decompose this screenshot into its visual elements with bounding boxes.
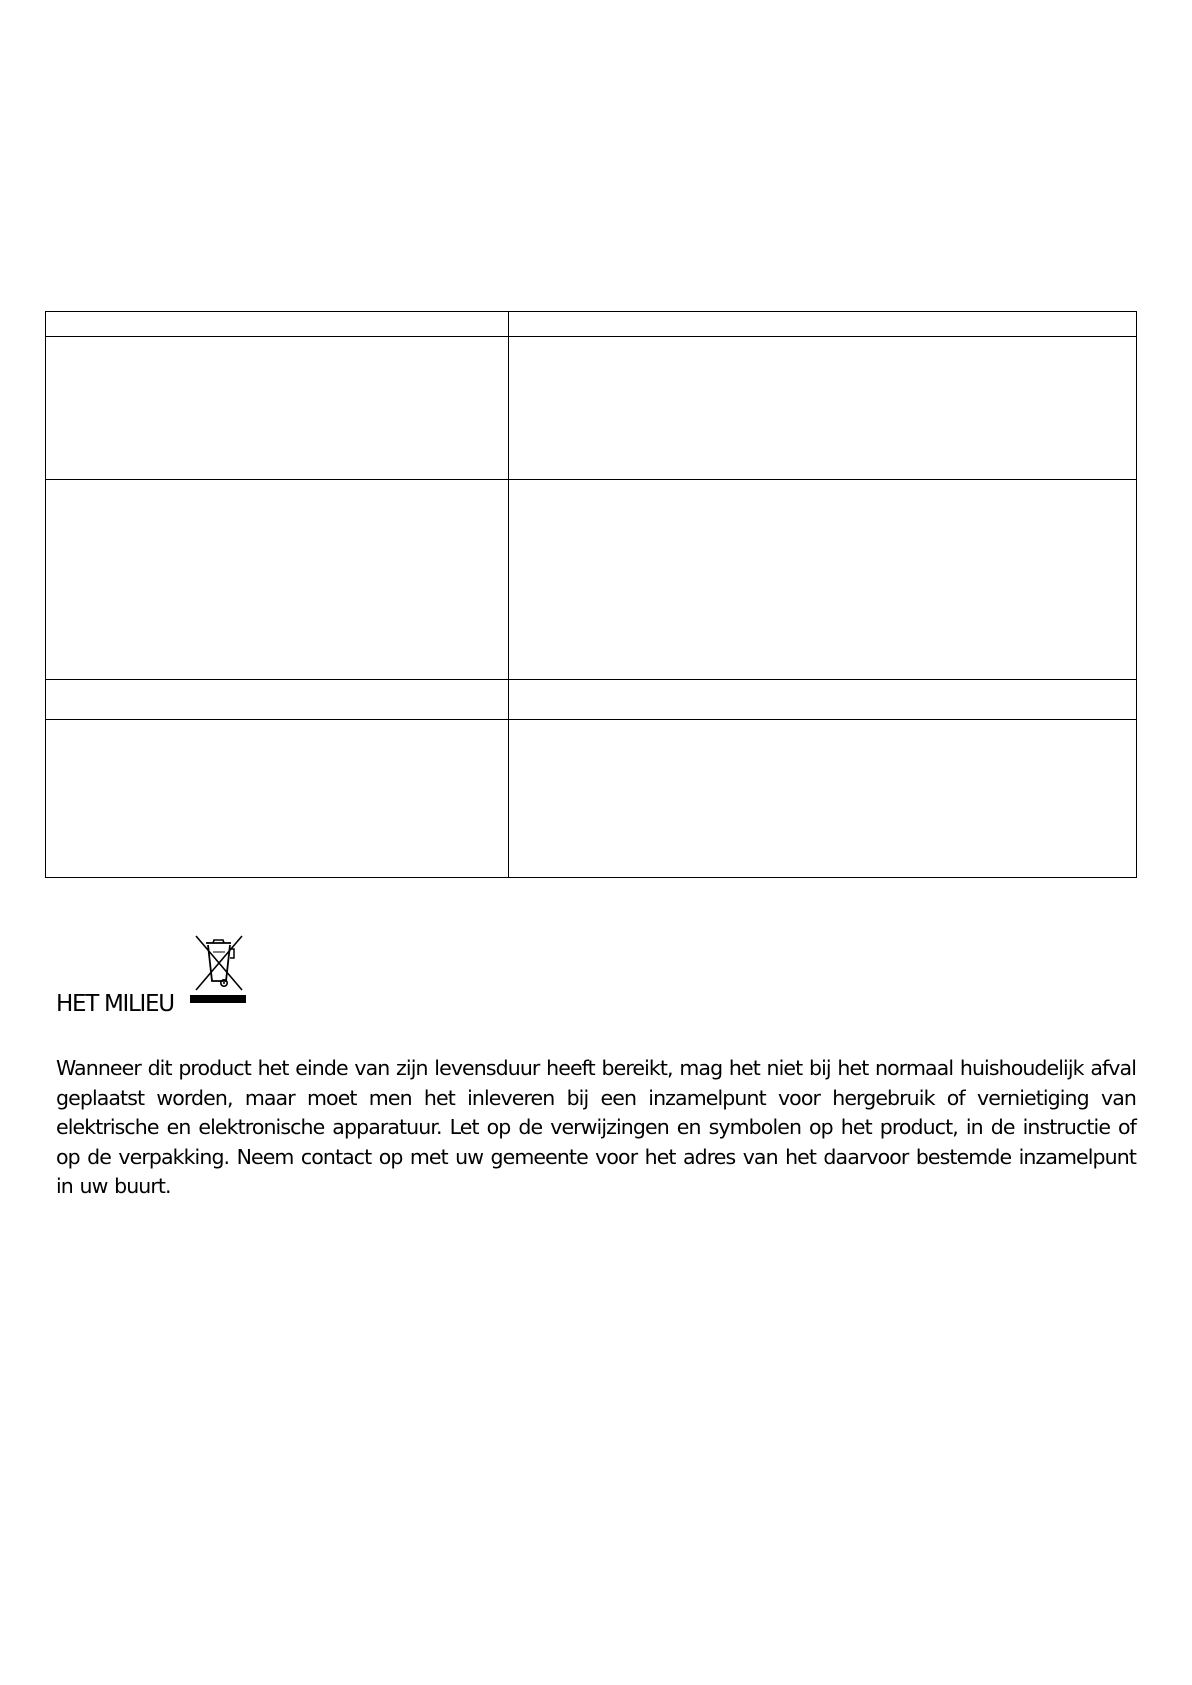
table-cell-cause <box>46 480 509 680</box>
troubleshooting-table <box>45 311 1137 878</box>
table-row <box>46 680 1137 720</box>
table-cell-cause <box>46 312 509 337</box>
table-cell-remedy <box>509 480 1137 680</box>
environment-heading: HET MILIEU <box>56 991 174 1017</box>
table-cell-remedy <box>509 312 1137 337</box>
table-cell-cause <box>46 680 509 720</box>
table-cell-cause <box>46 337 509 480</box>
troubleshooting-table-container <box>45 311 1136 878</box>
table-cell-remedy <box>509 680 1137 720</box>
table-cell-cause <box>46 720 509 878</box>
crossed-out-wheelie-bin-icon <box>190 930 246 1003</box>
table-cell-remedy <box>509 337 1137 480</box>
table-row <box>46 337 1137 480</box>
table-row <box>46 720 1137 878</box>
table-cell-remedy <box>509 720 1137 878</box>
environment-disposal-paragraph: Wanneer dit product het einde van zijn levensduur heeft bereikt, mag het niet bij het normaal huishoudelijk afval geplaatst worden, maar moet men het inleveren bij een inzamelpunt voor hergebruik of vernietiging van elektrische en elektronische apparatuur. Let op de verwijzingen en symbolen op het product, in de instructie of op de verpakking. Neem contact op met uw gemeente voor het adres van het daarvoor bestemde inzamelpunt in uw buurt. <box>56 1056 1136 1198</box>
table-row <box>46 312 1137 337</box>
table-row <box>46 480 1137 680</box>
